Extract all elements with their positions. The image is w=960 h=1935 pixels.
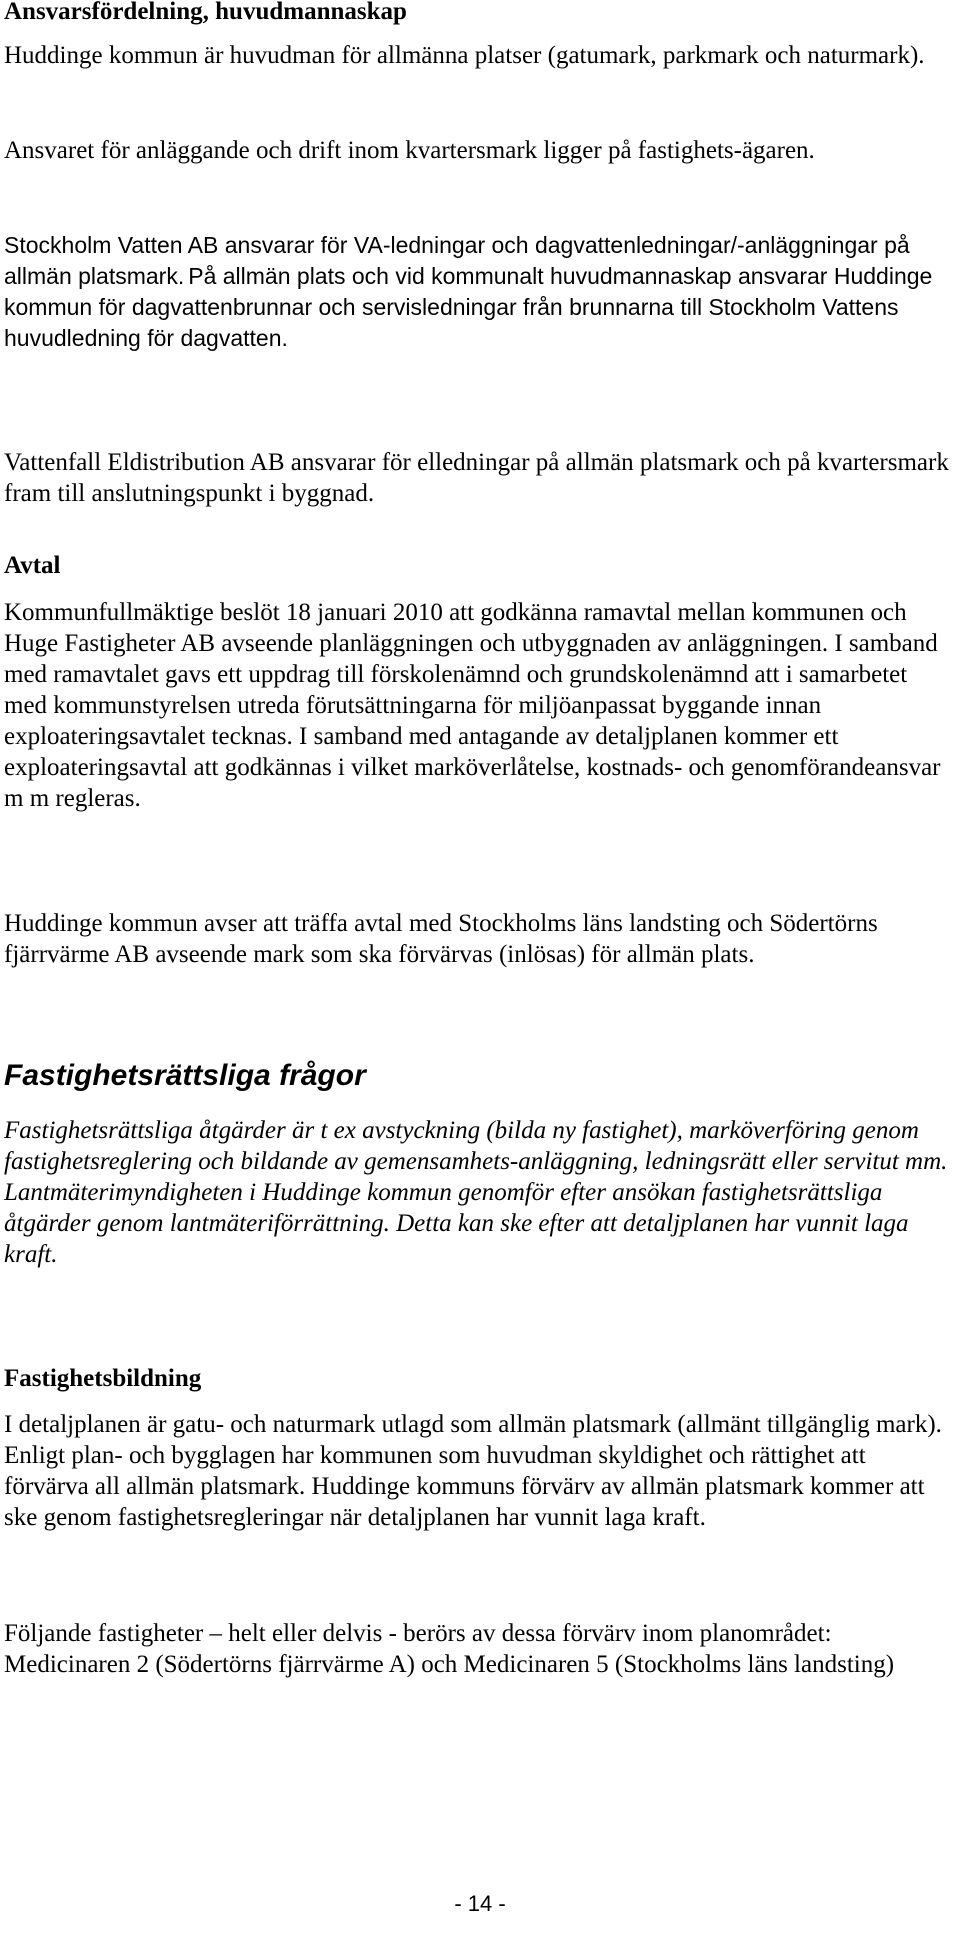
heading-avtal: Avtal xyxy=(4,552,61,579)
paragraph-kvartersmark: Ansvaret för anläggande och drift inom kvartersmark ligger på fastighets-ägaren. xyxy=(4,137,815,164)
paragraph-berorda-fastigheter: Följande fastigheter – helt eller delvis - berörs av dessa förvärv inom planområdet: Medicinaren 2 (Södertörns fjärrvärme A) och Medicinaren 5 (Stockholms läns landsting) xyxy=(4,1620,895,1678)
paragraph-va-ledningar-part2: På allmän plats och vid kommunalt huvudmannaskap ansvarar Huddinge kommun för dagvattenbrunnar och servisledningar från brunnarna till Stockholm Vattens huvudledning för dagvatten. xyxy=(4,263,933,351)
paragraph-huvudman: Huddinge kommun är huvudman för allmänna platser (gatumark, parkmark och naturmark). xyxy=(4,42,925,69)
paragraph-allman-platsmark: I detaljplanen är gatu- och naturmark utlagd som allmän platsmark (allmänt tillgänglig mark). Enligt plan- och bygglagen har kommunen som huvudman skyldighet och rättighet att förvärva all allmän platsmark. Huddinge kommuns förvärv av allmän platsmark kommer att ske genom fastighetsregleringar när detaljplanen har vunnit laga kraft. xyxy=(4,1411,942,1531)
paragraph-va-ledningar xyxy=(4,230,956,354)
paragraph-fastighetsrattsliga-atgarder: Fastighetsrättsliga åtgärder är t ex avstyckning (bilda ny fastighet), marköverföring genom fastighetsreglering och bildande av gemensamhets-anläggning, ledningsrätt eller servitut mm. Lantmäterimyndigheten i Huddinge kommun genomför efter ansökan fastighetsrättsliga åtgärder genom lantmäteriförrättning. Detta kan ske efter att detaljplanen har vunnit laga kraft. xyxy=(4,1117,948,1268)
heading-fastighetsrattsliga-fragor: Fastighetsrättsliga frågor xyxy=(4,1059,366,1092)
paragraph-va-ledningar-part1: Stockholm Vatten AB ansvarar för VA-ledningar och dagvattenledningar/-anläggningar på allmän platsmark. xyxy=(4,232,910,289)
heading-fastighetsbildning: Fastighetsbildning xyxy=(4,1365,202,1392)
page-number: - 14 - xyxy=(454,1891,506,1916)
heading-ansvarsfordelning: Ansvarsfördelning, huvudmannaskap xyxy=(4,0,407,25)
paragraph-landsting-avtal: Huddinge kommun avser att träffa avtal med Stockholms läns landsting och Södertörns fjärrvärme AB avseende mark som ska förvärvas (inlösas) för allmän plats. xyxy=(4,910,878,968)
paragraph-elledningar: Vattenfall Eldistribution AB ansvarar för elledningar på allmän platsmark och på kvartersmark fram till anslutningspunkt i byggnad. xyxy=(4,449,949,507)
paragraph-ramavtal: Kommunfullmäktige beslöt 18 januari 2010 att godkänna ramavtal mellan kommunen och Huge Fastigheter AB avseende planläggningen och utbyggnaden av anläggningen. I samband med ramavtalet gavs ett uppdrag till förskolenämnd och grundskolenämnd att i samarbetet med kommunstyrelsen utreda förutsättningarna för miljöanpassat byggande innan exploateringsavtalet tecknas. I samband med antagande av detaljplanen kommer ett exploateringsavtal att godkännas i vilket marköverlåtelse, kostnads- och genomförandeansvar m m regleras. xyxy=(4,599,941,812)
